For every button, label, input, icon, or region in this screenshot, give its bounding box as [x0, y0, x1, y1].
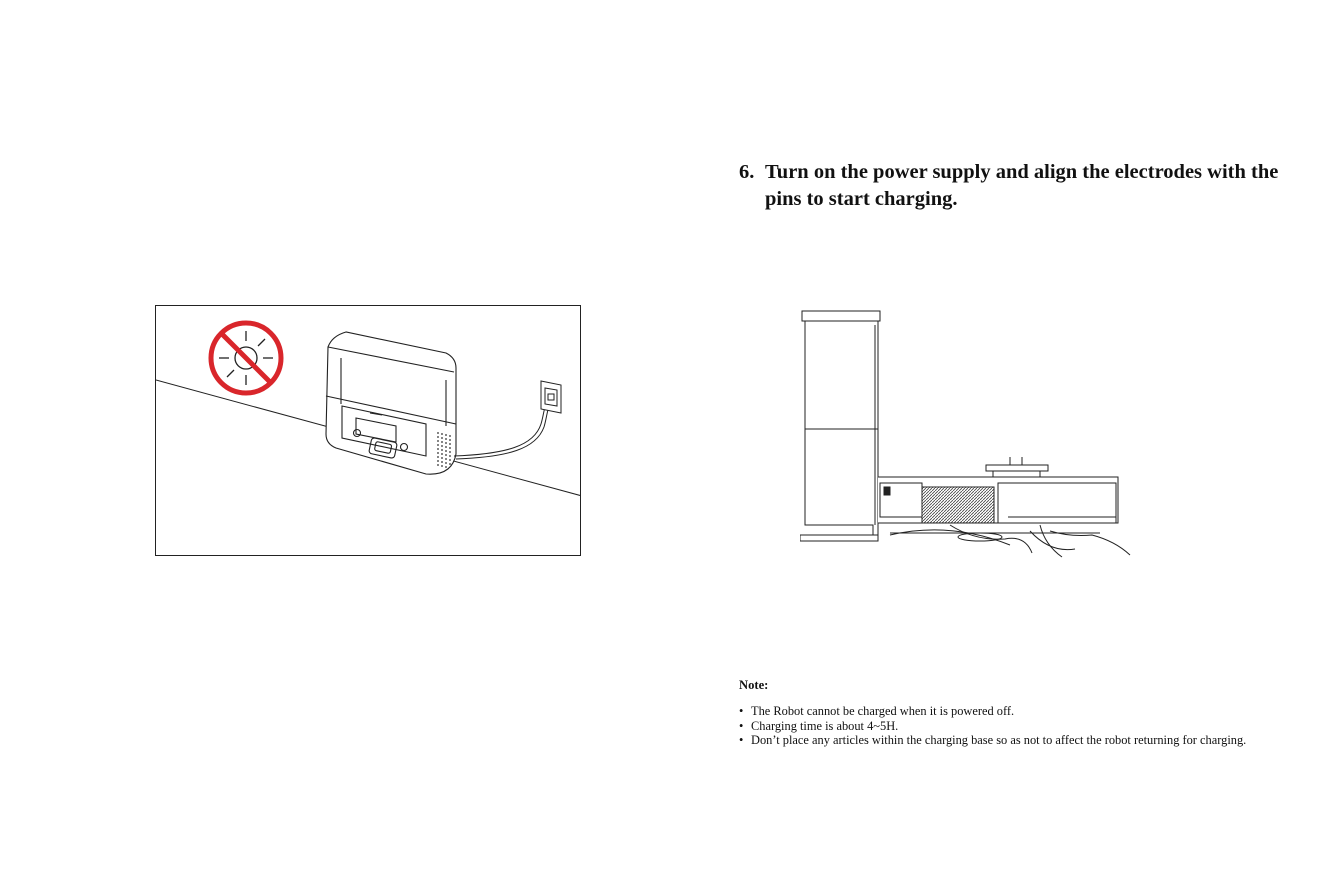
note-block: [739, 678, 1299, 748]
charging-base-station: [326, 332, 456, 474]
list-item: • Don’t place any articles within the charging base so as not to affect the robot returning for charging.: [739, 733, 1299, 748]
list-item: • The Robot cannot be charged when it is powered off.: [739, 704, 1299, 719]
base-placement-illustration: [155, 305, 581, 556]
robot-vacuum: [878, 457, 1118, 523]
note-title: Note:: [739, 678, 769, 692]
no-direct-sunlight-icon: [211, 323, 281, 393]
wall-socket-icon: [541, 381, 561, 413]
step-heading: [739, 159, 1299, 213]
step-number: 6.: [739, 161, 755, 183]
step-text: Turn on the power supply and align the electrodes with the pins to start charging.: [765, 161, 1279, 210]
list-item: • Charging time is about 4~5H.: [739, 719, 1299, 734]
right-page: [662, 0, 1324, 895]
power-cable: [454, 398, 548, 456]
side-brushes: [890, 525, 1130, 557]
robot-docking-illustration: [800, 305, 1140, 567]
base-tower: [800, 311, 880, 541]
note-list: [739, 704, 1299, 748]
